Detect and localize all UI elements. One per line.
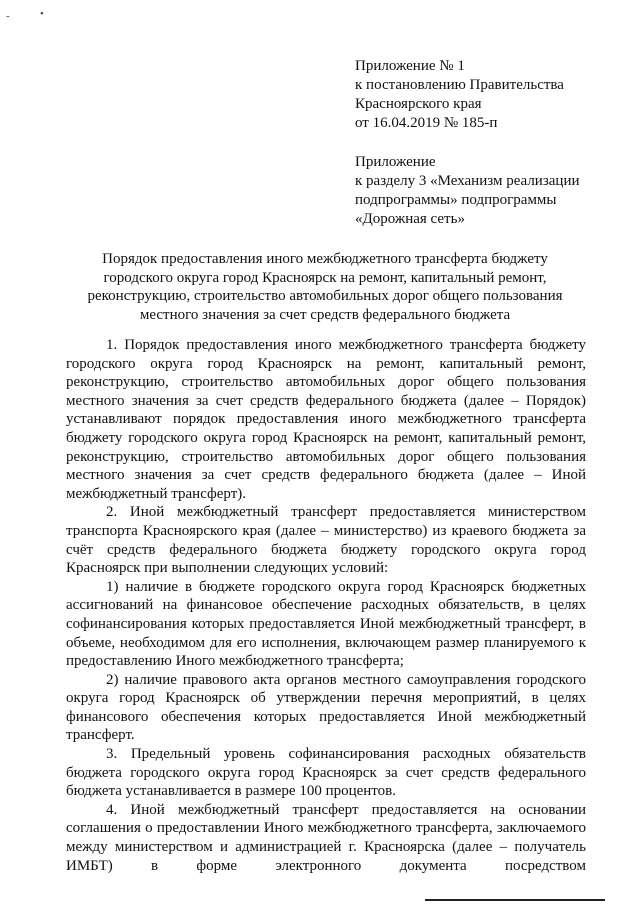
title-line: реконструкцию, строительство автомобильных дорог общего пользования: [87, 288, 563, 304]
paragraph: 4. Иной межбюджетный трансферт предоставляется на основании соглашения о предоставлении Иного межбюджетного трансферта, заключаемого между министерством и администрацией г. Красноярска (далее – получатель ИМБТ) в форме электронного документа посредством: [66, 801, 586, 874]
appendix-line: подпрограммы» подпрограммы: [355, 192, 557, 208]
title-line: городского округа город Красноярск на ремонт, капитальный ремонт,: [103, 269, 547, 286]
appendix-line: Приложение: [355, 154, 436, 170]
paragraph: 1. Порядок предоставления иного межбюджетного трансферта бюджету городского округа город Красноярск на ремонт, капитальный ремонт, реконструкцию, строительство автомобильных дорог общего пользования местного значения за счет средств федерального бюджета (далее – Порядок) устанавливают порядок предоставления иного межбюджетного трансферта бюджету городского округа город Красноярск на ремонт, капитальный ремонт, реконструкцию, строительство автомобильных дорог общего пользования местного значения за счет средств федерального бюджета (далее – Иной межбюджетный трансферт).: [66, 337, 586, 502]
paragraph: 2) наличие правового акта органов местного самоуправления городского округа город Красноярск об утверждении перечня мероприятий, в целях финансового обеспечения которых предоставляется Иной межбюджетный трансферт.: [66, 671, 586, 744]
scan-edge-line: [425, 899, 605, 901]
appendix-line: Красноярского края: [355, 96, 482, 112]
appendix-line: к постановлению Правительства: [355, 77, 564, 93]
appendix-line: к разделу 3 «Механизм реализации: [355, 173, 580, 189]
document-body: [66, 336, 586, 875]
appendix-line: Приложение № 1: [355, 58, 465, 74]
title-line: местного значения за счет средств федерального бюджета: [139, 306, 511, 323]
appendix-block: [355, 57, 625, 229]
paragraph: 3. Предельный уровень софинансирования расходных обязательств бюджета городского округа город Красноярск за счет средств федерального бюджета устанавливается в размере 100 процентов.: [66, 746, 586, 800]
appendix-line: от 16.04.2019 № 185-п: [355, 115, 498, 131]
paragraph: 1) наличие в бюджете городского округа город Красноярск бюджетных ассигнований на финансовое обеспечение расходных обязательств, в целях софинансирования которых предоставляется Иной межбюджетный трансферт, в объеме, необходимом для его исполнения, включающем размер планируемого к предоставлению Иного межбюджетного трансферта;: [66, 578, 586, 670]
paragraph: 2. Иной межбюджетный трансферт предоставляется министерством транспорта Красноярского края (далее – министерство) из краевого бюджета за счёт средств федерального бюджета бюджету городского округа город Красноярск при выполнении следующих условий:: [66, 504, 586, 577]
appendix-line: «Дорожная сеть»: [355, 211, 465, 227]
document-title: [60, 250, 590, 324]
scan-mark-dash: -: [6, 10, 10, 22]
title-line: Порядок предоставления иного межбюджетного трансферта бюджету: [102, 251, 548, 267]
scan-mark-dot: •: [40, 8, 44, 20]
